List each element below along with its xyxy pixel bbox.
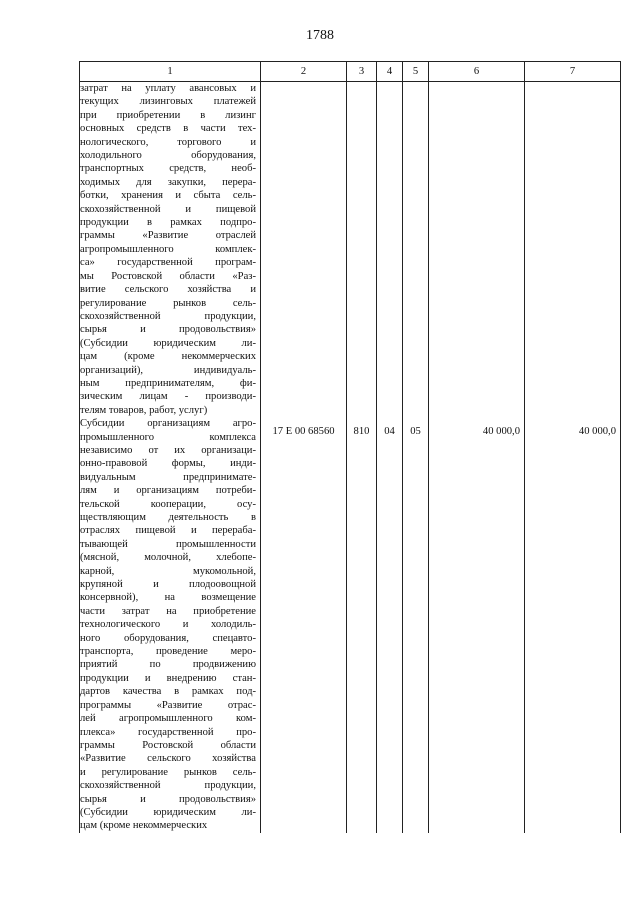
description-line: сырья и продовольствия»	[80, 324, 256, 336]
description-line: основных средств в части тех-	[80, 123, 256, 135]
description-line: телям товаров, работ, услуг)	[80, 404, 208, 416]
description-line: граммы «Развитие отраслей	[80, 230, 256, 242]
description-line: скохозяйственной продукции,	[80, 310, 256, 322]
description-line: цам (кроме некоммерческих	[80, 351, 256, 363]
expense-type	[347, 82, 377, 418]
description-line: Субсидии организациям агро-	[80, 418, 256, 430]
description-line: программы «Развитие отрас-	[80, 699, 256, 711]
description-line: и регулирование рынков сель-	[80, 766, 256, 778]
description-line: организаций), индивидуаль-	[80, 364, 256, 376]
description-line: приятий по продвижению	[80, 659, 256, 671]
description-line: зическим лицам - производи-	[80, 391, 256, 403]
description-line: независимо от их организаци-	[80, 444, 256, 456]
description-line: (Субсидии юридическим ли-	[80, 806, 256, 818]
section: 04	[377, 417, 403, 833]
description-line: ным предпринимателям, фи-	[80, 377, 256, 389]
description-line: технологического и холодиль-	[80, 619, 256, 631]
amount-1	[429, 82, 525, 418]
description-line: текущих лизинговых платежей	[80, 96, 256, 108]
column-header-2: 2	[261, 62, 347, 82]
description-line: (мясной, молочной, хлебопе-	[80, 552, 256, 564]
description-line: агропромышленного комплек-	[80, 243, 256, 255]
table-row	[80, 82, 621, 418]
description-line: холодильного оборудования,	[80, 150, 256, 162]
description-line: отраслях пищевой и перераба-	[80, 525, 256, 537]
column-header-7: 7	[525, 62, 621, 82]
description-line: (Субсидии юридическим ли-	[80, 337, 256, 349]
description-line: цам (кроме некоммерческих	[80, 820, 208, 832]
subsection	[403, 82, 429, 418]
description-line: плекса» государственной про-	[80, 726, 256, 738]
description-line: нологического, торгового и	[80, 136, 256, 148]
description-line: онно-правовой формы, инди-	[80, 458, 256, 470]
description-line: тывающей промышленности	[80, 538, 256, 550]
expense-type: 810	[347, 417, 377, 833]
table-row	[80, 417, 621, 833]
description-line: продукции и внедрению стан-	[80, 672, 256, 684]
description-line: промышленного комплекса	[80, 431, 256, 443]
description-line: «Развитие сельского хозяйства	[80, 753, 256, 765]
description-line: транспорта, проведение меро-	[80, 646, 256, 658]
description-line: карной, мукомольной,	[80, 565, 256, 577]
description-line: скохозяйственной и пищевой	[80, 203, 256, 215]
amount-2	[525, 82, 621, 418]
section	[377, 82, 403, 418]
description-line: ществляющим деятельность в	[80, 512, 256, 523]
description-line: сырья и продовольствия»	[80, 793, 256, 805]
description-line: ходимых для закупки, перера-	[80, 176, 256, 188]
description-line: лей агропромышленного ком-	[80, 713, 256, 725]
column-header-6: 6	[429, 62, 525, 82]
description-line: ботки, хранения и сбыта сель-	[80, 190, 256, 202]
description-line: видуальным предпринимате-	[80, 471, 256, 483]
column-header-1: 1	[80, 62, 261, 82]
description-line: части затрат на приобретение	[80, 605, 256, 617]
page-number: 1788	[306, 28, 334, 43]
amount-1: 40 000,0	[429, 417, 525, 833]
description-line: продукции в рамках подпро-	[80, 217, 256, 229]
description-line: консервной), на возмещение	[80, 592, 256, 604]
description-line: затрат на уплату авансовых и	[80, 83, 256, 94]
subsection: 05	[403, 417, 429, 833]
description-line: витие сельского хозяйства и	[80, 284, 256, 296]
row-description	[80, 82, 261, 418]
description-line: при приобретении в лизинг	[80, 109, 256, 121]
description-line: скохозяйственной продукции,	[80, 780, 256, 792]
description-line: транспортных средств, необ-	[80, 163, 256, 175]
description-line: дартов качества в рамках под-	[80, 686, 256, 698]
description-line: крупяной и плодоовощной	[80, 579, 256, 591]
row-description	[80, 417, 261, 833]
description-line: са» государственной програм-	[80, 257, 256, 269]
column-header-3: 3	[347, 62, 377, 82]
column-header-5: 5	[403, 62, 429, 82]
budget-table	[79, 61, 621, 833]
target-code: 17 Е 00 68560	[261, 417, 347, 833]
description-line: регулирование рынков сель-	[80, 297, 256, 309]
description-line: мы Ростовской области «Раз-	[80, 270, 256, 282]
description-line: ного оборудования, спецавто-	[80, 632, 256, 644]
description-line: тельской кооперации, осу-	[80, 498, 256, 510]
column-header-4: 4	[377, 62, 403, 82]
target-code	[261, 82, 347, 418]
header-row	[80, 62, 621, 82]
description-line: лям и организациям потреби-	[80, 485, 256, 497]
description-line: граммы Ростовской области	[80, 739, 256, 751]
amount-2: 40 000,0	[525, 417, 621, 833]
